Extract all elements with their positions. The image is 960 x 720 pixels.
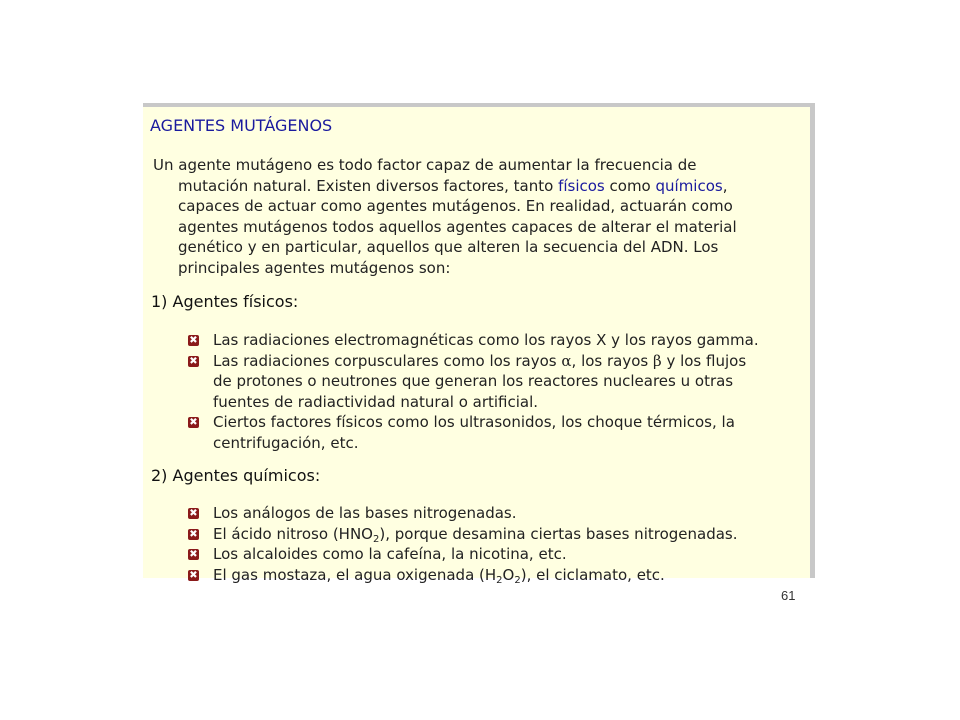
list-item-text: Los alcaloides como la cafeína, la nicotina, etc. [213, 545, 567, 563]
list-item-text: Los análogos de las bases nitrogenadas. [213, 504, 517, 522]
list-item-text [213, 351, 805, 372]
list-item [185, 544, 805, 565]
list-item [185, 524, 805, 545]
highlight-quimicos: químicos [655, 176, 723, 195]
x-bullet-icon: ✖ [189, 569, 198, 581]
content-panel [143, 103, 815, 586]
list-fisicos [185, 330, 805, 453]
intro-line: agentes mutágenos todos aquellos agentes capaces de alterar el material [178, 217, 737, 236]
list-item [185, 565, 805, 586]
intro-text: , [722, 176, 728, 195]
x-bullet-icon: ✖ [189, 355, 198, 367]
list-item-text: Las radiaciones electromagnéticas como los rayos X y los rayos gamma. [213, 331, 759, 349]
page-title: AGENTES MUTÁGENOS [150, 116, 333, 135]
list-text-part: O [502, 565, 515, 584]
list-item-text [213, 565, 805, 586]
list-item [185, 503, 805, 524]
list-text-part: ), porque desamina ciertas bases nitrogenadas. [379, 524, 738, 543]
list-text-part: El ácido nitroso (HNO [213, 524, 373, 543]
subscript: 2 [372, 533, 380, 545]
intro-text: como [604, 176, 656, 195]
list-item-text [213, 524, 805, 545]
list-quimicos [185, 503, 805, 585]
list-item [185, 351, 805, 413]
list-text-part: Las radiaciones corpusculares como los rayos [213, 351, 562, 370]
section-heading-fisicos: 1) Agentes físicos: [151, 292, 299, 311]
intro-line: principales agentes mutágenos son: [178, 258, 451, 277]
intro-line: Un agente mutágeno es todo factor capaz de aumentar la frecuencia de [153, 156, 697, 174]
list-text-part: , los rayos [571, 351, 653, 370]
x-bullet-icon: ✖ [189, 335, 198, 346]
intro-paragraph [153, 155, 793, 278]
section-heading-quimicos: 2) Agentes químicos: [151, 466, 321, 485]
x-bullet-icon: ✖ [189, 528, 198, 540]
list-text-part: El gas mostaza, el agua oxigenada (H [213, 565, 497, 584]
intro-line [153, 176, 793, 197]
list-item-text: de protones o neutrones que generan los reactores nucleares u otras [213, 372, 734, 390]
intro-line: genético y en particular, aquellos que alteren la secuencia del ADN. Los [178, 238, 719, 256]
list-item-text: fuentes de radiactividad natural o artificial. [213, 392, 539, 411]
intro-text: mutación natural. Existen diversos factores, tanto [178, 176, 559, 195]
x-bullet-icon: ✖ [189, 417, 198, 428]
page-number: 61 [781, 588, 796, 603]
list-item-text: Ciertos factores físicos como los ultrasonidos, los choque térmicos, la [213, 413, 735, 431]
list-text-part: y los flujos [661, 351, 747, 370]
subscript: 2 [496, 574, 503, 586]
subscript: 2 [514, 574, 521, 586]
list-text-part: ), el ciclamato, etc. [520, 565, 665, 584]
list-item-text: centrifugación, etc. [213, 433, 359, 452]
alpha-symbol: α [561, 351, 572, 370]
intro-line: capaces de actuar como agentes mutágenos. En realidad, actuarán como [178, 197, 733, 215]
beta-symbol: β [653, 351, 662, 370]
list-item [185, 412, 805, 453]
list-item [185, 330, 805, 351]
x-bullet-icon: ✖ [189, 549, 198, 560]
x-bullet-icon: ✖ [189, 508, 198, 519]
highlight-fisicos: físicos [558, 176, 605, 195]
